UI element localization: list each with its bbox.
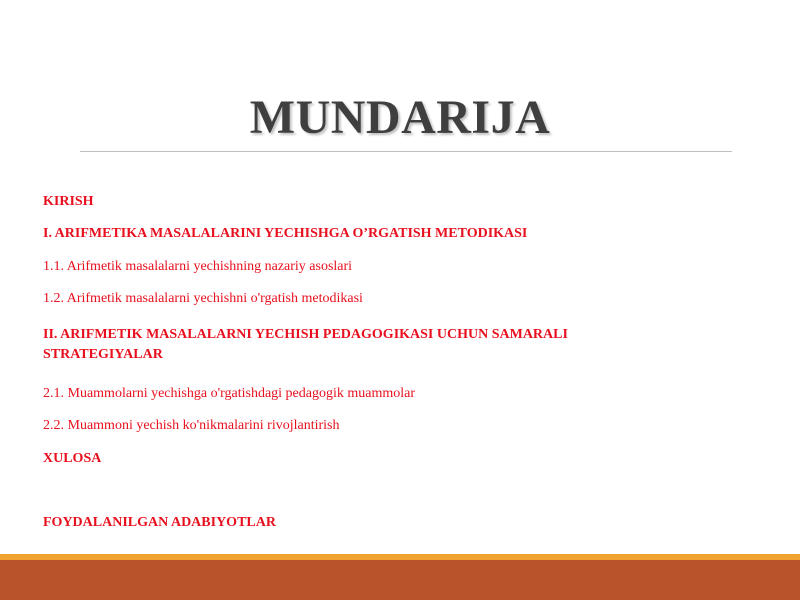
toc-item-chapter-2: II. ARIFMETIK MASALALARNI YECHISH PEDAGOGIKASI UCHUN SAMARALI STRATEGIYALAR [43,327,568,362]
toc-item-section-1-2: 1.2. Arifmetik masalalarni yechishni o'rgatish metodikasi [43,291,363,306]
toc-item-references: FOYDALANILGAN ADABIYOTLAR [43,515,276,530]
footer-band [0,560,800,600]
toc-item-conclusion: XULOSA [43,451,102,466]
page-title: MUNDARIJA [249,91,551,144]
toc-item-section-2-1: 2.1. Muammolarni yechishga o'rgatishdagi pedagogik muammolar [43,386,416,401]
title-divider [80,151,732,152]
toc-item-introduction: KIRISH [43,194,94,209]
toc-item-section-1-1: 1.1. Arifmetik masalalarni yechishning nazariy asoslari [43,259,353,274]
toc-item-section-2-2: 2.2. Muammoni yechish ko'nikmalarini rivojlantirish [43,418,340,433]
toc-item-chapter-1: I. ARIFMETIKA MASALALARINI YECHISHGA O’RGATISH METODIKASI [43,226,528,241]
